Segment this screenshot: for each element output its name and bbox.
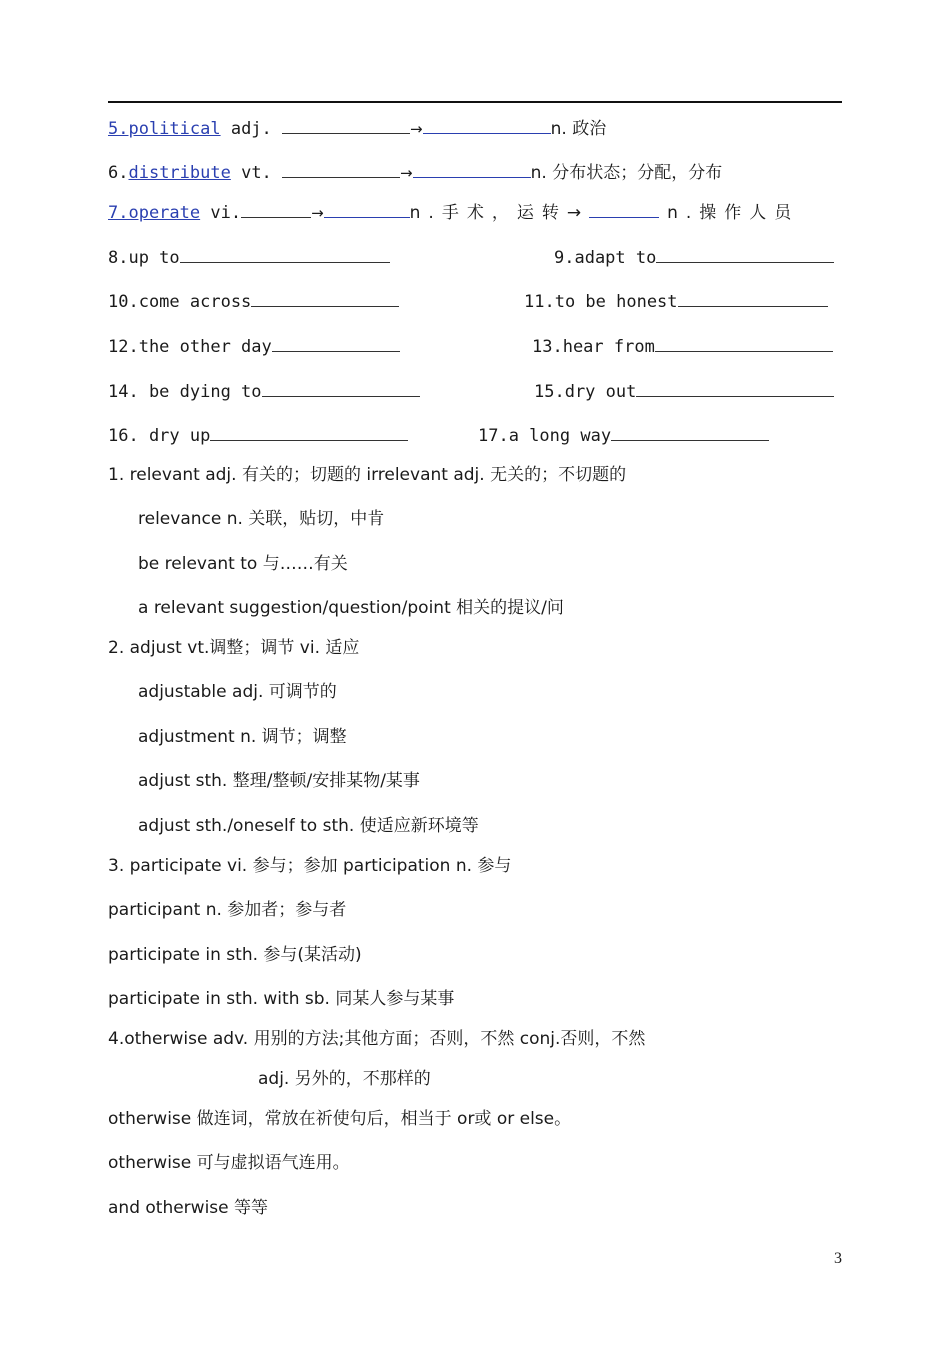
definition: n.手术，运转→ — [409, 203, 590, 223]
vocab-link-operate[interactable]: 7.operate — [108, 203, 201, 223]
header-rule — [108, 101, 842, 103]
phrase-right: 13.hear from — [532, 337, 655, 357]
phrase-right: 15.dry out — [534, 382, 637, 402]
phrase-left: 14. be dying to — [108, 382, 262, 402]
note-line: otherwise 做连词，常放在祈使句后，相当于 or或 or else。 — [108, 1109, 572, 1129]
note-line: 2. adjust vt.调整；调节 vi. 适应 — [108, 638, 360, 658]
answer-blank[interactable] — [282, 117, 410, 134]
note-line: participate in sth. 参与(某活动) — [108, 945, 362, 965]
answer-blank[interactable] — [180, 246, 390, 263]
phrase-left: 8.up to — [108, 248, 180, 268]
note-line: relevance n. 关联，贴切，中肯 — [138, 509, 385, 529]
phrase-left: 12.the other day — [108, 337, 272, 357]
phrase-row — [108, 335, 400, 358]
answer-blank[interactable] — [241, 201, 311, 218]
vocab-link-distribute[interactable]: distribute — [128, 163, 231, 183]
answer-blank[interactable] — [678, 290, 828, 307]
answer-blank[interactable] — [324, 201, 410, 218]
answer-blank[interactable] — [262, 380, 420, 397]
answer-blank[interactable] — [272, 335, 400, 352]
answer-blank[interactable] — [611, 424, 769, 441]
arrow: → — [400, 164, 413, 182]
note-line: and otherwise 等等 — [108, 1198, 269, 1218]
page-number: 3 — [834, 1250, 842, 1267]
answer-blank[interactable] — [282, 161, 400, 178]
pos-label: adj. — [220, 119, 272, 139]
phrase-row — [478, 424, 769, 447]
pos-label: vt. — [230, 163, 272, 183]
arrow: → — [311, 204, 324, 222]
vocab-line-6 — [108, 161, 722, 184]
phrase-row — [524, 290, 828, 313]
definition: n. 分布状态；分配，分布 — [530, 163, 723, 183]
note-line: be relevant to 与……有关 — [138, 554, 348, 574]
phrase-right: 17.a long way — [478, 426, 612, 446]
phrase-row — [108, 380, 420, 403]
phrase-right: 11.to be honest — [524, 292, 678, 312]
note-line: a relevant suggestion/question/point 相关的提议/问 — [138, 598, 564, 618]
phrase-row — [554, 246, 834, 269]
answer-blank[interactable] — [589, 201, 659, 218]
phrase-left: 16. dry up — [108, 426, 211, 446]
note-line: 1. relevant adj. 有关的；切题的 irrelevant adj. 无关的；不切题的 — [108, 465, 627, 485]
note-line: adj. 另外的，不那样的 — [258, 1069, 431, 1089]
phrase-row — [532, 335, 833, 358]
note-line: participant n. 参加者；参与者 — [108, 900, 347, 920]
note-line: adjust sth. 整理/整顿/安排某物/某事 — [138, 771, 420, 791]
definition: n.操作人员 — [667, 203, 800, 223]
note-line: adjustment n. 调节；调整 — [138, 727, 347, 747]
answer-blank[interactable] — [210, 424, 408, 441]
phrase-left: 10.come across — [108, 292, 252, 312]
answer-blank[interactable] — [423, 117, 551, 134]
phrase-row — [534, 380, 834, 403]
answer-blank[interactable] — [251, 290, 399, 307]
answer-blank[interactable] — [413, 161, 531, 178]
note-line: adjustable adj. 可调节的 — [138, 682, 337, 702]
phrase-row — [108, 246, 390, 269]
phrase-right: 9.adapt to — [554, 248, 657, 268]
answer-blank[interactable] — [636, 380, 834, 397]
note-line: participate in sth. with sb. 同某人参与某事 — [108, 989, 455, 1009]
pos-label: vi. — [200, 203, 242, 223]
note-line: 3. participate vi. 参与；参加 participation n. 参与 — [108, 856, 512, 876]
phrase-row — [108, 424, 408, 447]
vocab-link-political[interactable]: 5.political — [108, 119, 221, 139]
vocab-line-7 — [108, 201, 842, 224]
note-line: 4.otherwise adv. 用别的方法;其他方面；否则，不然 conj.否则，不然 — [108, 1029, 646, 1049]
note-line: otherwise 可与虚拟语气连用。 — [108, 1153, 350, 1173]
answer-blank[interactable] — [655, 335, 833, 352]
phrase-row — [108, 290, 399, 313]
arrow: → — [410, 120, 423, 138]
vocab-line-5 — [108, 117, 606, 140]
item-number: 6. — [108, 163, 129, 183]
answer-blank[interactable] — [656, 246, 834, 263]
definition: n. 政治 — [550, 119, 607, 139]
note-line: adjust sth./oneself to sth. 使适应新环境等 — [138, 816, 479, 836]
